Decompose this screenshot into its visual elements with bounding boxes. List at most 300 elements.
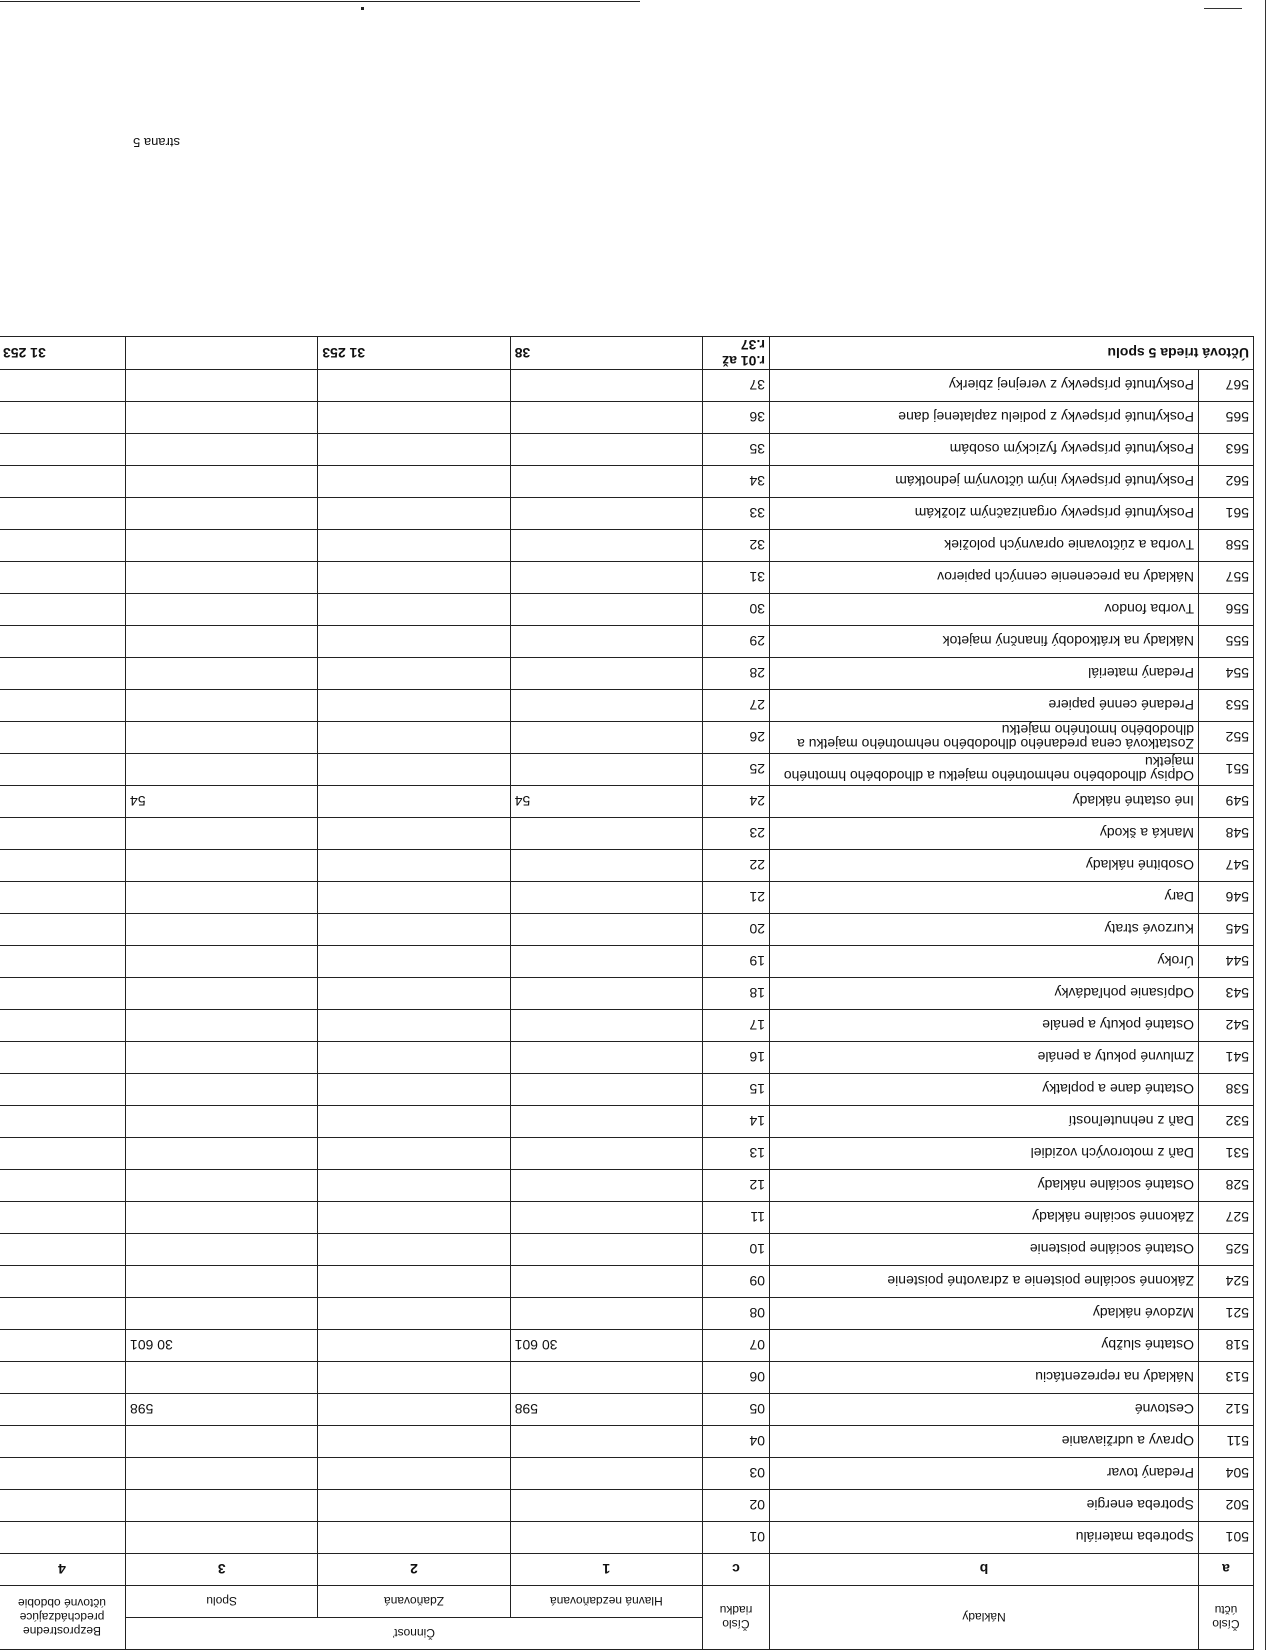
- line-number: 31: [703, 562, 770, 594]
- expense-name: Úroky: [770, 946, 1199, 978]
- expense-name: Náklady na precenenie cenných papierov: [770, 562, 1199, 594]
- expenses-table: [0, 336, 1254, 1650]
- value-previous-period: [0, 882, 126, 914]
- value-previous-period: [0, 1362, 126, 1394]
- value-previous-period: [0, 786, 126, 818]
- value-previous-period: [0, 946, 126, 978]
- expense-name: Odpísanie pohľadávky: [770, 978, 1199, 1010]
- expense-name: Tvorba a zúčtovanie opravných položiek: [770, 530, 1199, 562]
- value-taxed: [318, 1458, 510, 1490]
- account-number: 524: [1199, 1266, 1254, 1298]
- account-number: 518: [1199, 1330, 1254, 1362]
- value-total: [126, 818, 318, 850]
- table-row: [0, 1426, 1254, 1458]
- value-main-untaxed: [510, 754, 702, 786]
- table-row: [0, 1522, 1254, 1554]
- value-main-untaxed: [510, 818, 702, 850]
- value-main-untaxed: [510, 1458, 702, 1490]
- value-main-untaxed: [510, 530, 702, 562]
- value-main-untaxed: [510, 1074, 702, 1106]
- value-taxed: [318, 626, 510, 658]
- value-taxed: [318, 562, 510, 594]
- line-number: 23: [703, 818, 770, 850]
- value-main-untaxed: [510, 914, 702, 946]
- table-row: [0, 1074, 1254, 1106]
- value-total: [126, 466, 318, 498]
- expense-name: Zostatková cena predaného dlhodobého nehmotného majetku a dlhodobého hmotného majetku: [770, 722, 1199, 754]
- value-taxed: [318, 434, 510, 466]
- table-row: [0, 1138, 1254, 1170]
- account-number: 555: [1199, 626, 1254, 658]
- value-main-untaxed: [510, 594, 702, 626]
- value-main-untaxed: [510, 1170, 702, 1202]
- value-previous-period: [0, 850, 126, 882]
- value-total: [126, 946, 318, 978]
- table-row: [0, 466, 1254, 498]
- account-number: 553: [1199, 690, 1254, 722]
- expense-name: Zákonné sociálne náklady: [770, 1202, 1199, 1234]
- value-previous-period: [0, 1234, 126, 1266]
- column-letter: 4: [0, 1554, 126, 1586]
- value-total: [126, 1266, 318, 1298]
- value-previous-period: [0, 562, 126, 594]
- table-row: [0, 1042, 1254, 1074]
- value-total: [126, 594, 318, 626]
- value-total: [126, 1362, 318, 1394]
- table-row: [0, 594, 1254, 626]
- value-total: [126, 1522, 318, 1554]
- value-previous-period: [0, 1010, 126, 1042]
- table-row: [0, 882, 1254, 914]
- value-taxed: [318, 1522, 510, 1554]
- value-taxed: [318, 1170, 510, 1202]
- table-row: [0, 946, 1254, 978]
- value-total: [126, 626, 318, 658]
- expense-name: Predaný materiál: [770, 658, 1199, 690]
- value-previous-period: [0, 594, 126, 626]
- value-previous-period: [0, 1490, 126, 1522]
- value-previous-period: [0, 658, 126, 690]
- table-row: [0, 1394, 1254, 1426]
- total-main-untaxed: 31 253: [318, 337, 510, 370]
- line-number: 21: [703, 882, 770, 914]
- expense-name: Iné ostatné náklady: [770, 786, 1199, 818]
- value-total: [126, 1106, 318, 1138]
- table-row: [0, 498, 1254, 530]
- table-row: [0, 754, 1254, 786]
- value-taxed: [318, 1490, 510, 1522]
- account-number: 552: [1199, 722, 1254, 754]
- table-row: [0, 722, 1254, 754]
- line-number: 05: [703, 1394, 770, 1426]
- value-main-untaxed: [510, 562, 702, 594]
- value-main-untaxed: 30 601: [510, 1330, 702, 1362]
- value-main-untaxed: [510, 498, 702, 530]
- value-main-untaxed: [510, 1234, 702, 1266]
- value-taxed: [318, 1010, 510, 1042]
- value-taxed: [318, 978, 510, 1010]
- column-letter: a: [1199, 1554, 1254, 1586]
- table-row: [0, 1010, 1254, 1042]
- line-number: 27: [703, 690, 770, 722]
- total-range: r.01 až r.37: [703, 337, 770, 370]
- expense-name: Ostatné sociálne poistenie: [770, 1234, 1199, 1266]
- line-number: 18: [703, 978, 770, 1010]
- table-row: [0, 818, 1254, 850]
- line-number: 08: [703, 1298, 770, 1330]
- value-previous-period: [0, 1170, 126, 1202]
- value-previous-period: [0, 1202, 126, 1234]
- value-taxed: [318, 466, 510, 498]
- value-total: [126, 562, 318, 594]
- value-total: [126, 1426, 318, 1458]
- value-taxed: [318, 946, 510, 978]
- table-row: [0, 690, 1254, 722]
- value-total: [126, 434, 318, 466]
- expense-name: Ostatné sociálne náklady: [770, 1170, 1199, 1202]
- value-main-untaxed: [510, 370, 702, 402]
- line-number: 29: [703, 626, 770, 658]
- account-number: 528: [1199, 1170, 1254, 1202]
- value-taxed: [318, 882, 510, 914]
- value-taxed: [318, 1234, 510, 1266]
- line-number: 25: [703, 754, 770, 786]
- value-total: [126, 498, 318, 530]
- account-number: 567: [1199, 370, 1254, 402]
- value-main-untaxed: [510, 1522, 702, 1554]
- value-total: [126, 1042, 318, 1074]
- header-previous-period: Bezprostredne predchádzajúce účtovné obdobie: [0, 1586, 126, 1650]
- value-previous-period: [0, 530, 126, 562]
- value-previous-period: [0, 1426, 126, 1458]
- table-row: [0, 434, 1254, 466]
- value-taxed: [318, 1106, 510, 1138]
- value-previous-period: [0, 1266, 126, 1298]
- line-number: 11: [703, 1202, 770, 1234]
- account-number: 557: [1199, 562, 1254, 594]
- value-total: [126, 722, 318, 754]
- value-main-untaxed: [510, 1010, 702, 1042]
- account-number: 548: [1199, 818, 1254, 850]
- value-taxed: [318, 690, 510, 722]
- value-main-untaxed: [510, 402, 702, 434]
- line-number: 12: [703, 1170, 770, 1202]
- value-main-untaxed: [510, 1266, 702, 1298]
- value-taxed: [318, 402, 510, 434]
- line-number: 01: [703, 1522, 770, 1554]
- account-number: 527: [1199, 1202, 1254, 1234]
- line-number: 28: [703, 658, 770, 690]
- account-number: 556: [1199, 594, 1254, 626]
- value-total: [126, 1202, 318, 1234]
- account-number: 542: [1199, 1010, 1254, 1042]
- expense-name: Ostatné pokuty a penále: [770, 1010, 1199, 1042]
- expense-name: Tvorba fondov: [770, 594, 1199, 626]
- value-total: [126, 1170, 318, 1202]
- value-previous-period: [0, 1298, 126, 1330]
- line-number: 06: [703, 1362, 770, 1394]
- value-main-untaxed: [510, 722, 702, 754]
- header-taxed: Zdaňovaná: [318, 1586, 510, 1618]
- value-main-untaxed: 598: [510, 1394, 702, 1426]
- table-row: [0, 1170, 1254, 1202]
- line-number: 02: [703, 1490, 770, 1522]
- expense-name: Ostatné služby: [770, 1330, 1199, 1362]
- column-letter: b: [770, 1554, 1199, 1586]
- expense-name: Daň z nehnuteľností: [770, 1106, 1199, 1138]
- value-previous-period: [0, 914, 126, 946]
- value-total: [126, 370, 318, 402]
- expense-name: Cestovné: [770, 1394, 1199, 1426]
- line-number: 22: [703, 850, 770, 882]
- header-line-number: Číslo riadku: [703, 1586, 770, 1650]
- account-number: 546: [1199, 882, 1254, 914]
- account-number: 561: [1199, 498, 1254, 530]
- account-number: 541: [1199, 1042, 1254, 1074]
- value-total: 30 601: [126, 1330, 318, 1362]
- line-number: 16: [703, 1042, 770, 1074]
- value-taxed: [318, 818, 510, 850]
- account-number: 549: [1199, 786, 1254, 818]
- header-account-number: Číslo účtu: [1199, 1586, 1254, 1650]
- account-number: 558: [1199, 530, 1254, 562]
- line-number: 36: [703, 402, 770, 434]
- expense-name: Poskytnuté príspevky z podielu zaplatenej dane: [770, 402, 1199, 434]
- value-taxed: [318, 530, 510, 562]
- margin-tick-mark: [1204, 8, 1242, 9]
- line-number: 20: [703, 914, 770, 946]
- table-row: [0, 1490, 1254, 1522]
- expense-name: Odpisy dlhodobého nehmotného majetku a dlhodobého hmotného majetku: [770, 754, 1199, 786]
- value-total: [126, 1234, 318, 1266]
- value-previous-period: [0, 978, 126, 1010]
- expense-name: Dary: [770, 882, 1199, 914]
- value-total: 54: [126, 786, 318, 818]
- header-activity: Činnosť: [126, 1618, 703, 1650]
- total-taxed: [126, 337, 318, 370]
- value-total: [126, 978, 318, 1010]
- value-main-untaxed: [510, 1298, 702, 1330]
- value-total: [126, 754, 318, 786]
- value-total: [126, 914, 318, 946]
- line-number: 35: [703, 434, 770, 466]
- expense-name: Poskytnuté príspevky z verejnej zbierky: [770, 370, 1199, 402]
- value-main-untaxed: [510, 946, 702, 978]
- expense-name: Predané cenné papiere: [770, 690, 1199, 722]
- value-taxed: [318, 754, 510, 786]
- value-main-untaxed: [510, 1490, 702, 1522]
- line-number: 33: [703, 498, 770, 530]
- value-previous-period: [0, 1522, 126, 1554]
- expense-name: Poskytnuté príspevky organizačným zložkám: [770, 498, 1199, 530]
- table-row: [0, 978, 1254, 1010]
- account-number: 521: [1199, 1298, 1254, 1330]
- column-letter: 3: [126, 1554, 318, 1586]
- line-number: 32: [703, 530, 770, 562]
- table-row: [0, 562, 1254, 594]
- total-line-number: 38: [510, 337, 702, 370]
- value-previous-period: [0, 818, 126, 850]
- table-row: [0, 1458, 1254, 1490]
- table-row: [0, 1266, 1254, 1298]
- value-previous-period: [0, 1106, 126, 1138]
- line-number: 37: [703, 370, 770, 402]
- value-previous-period: [0, 1330, 126, 1362]
- page-margin-line: [1265, 0, 1266, 1650]
- table-row: [0, 1298, 1254, 1330]
- account-number: 565: [1199, 402, 1254, 434]
- account-number: 531: [1199, 1138, 1254, 1170]
- value-previous-period: [0, 690, 126, 722]
- line-number: 24: [703, 786, 770, 818]
- line-number: 09: [703, 1266, 770, 1298]
- table-row: [0, 626, 1254, 658]
- expense-name: Zmluvné pokuty a penále: [770, 1042, 1199, 1074]
- value-main-untaxed: 54: [510, 786, 702, 818]
- value-previous-period: [0, 498, 126, 530]
- value-total: [126, 850, 318, 882]
- value-previous-period: [0, 370, 126, 402]
- account-number: 532: [1199, 1106, 1254, 1138]
- account-number: 513: [1199, 1362, 1254, 1394]
- page-number: strana 5: [133, 135, 180, 150]
- value-total: 598: [126, 1394, 318, 1426]
- table-row: [0, 1106, 1254, 1138]
- column-letter: 1: [510, 1554, 702, 1586]
- value-taxed: [318, 1426, 510, 1458]
- account-number: 512: [1199, 1394, 1254, 1426]
- line-number: 04: [703, 1426, 770, 1458]
- value-previous-period: [0, 1074, 126, 1106]
- value-total: [126, 658, 318, 690]
- value-previous-period: [0, 1458, 126, 1490]
- value-previous-period: [0, 466, 126, 498]
- account-number: 525: [1199, 1234, 1254, 1266]
- value-previous-period: [0, 1138, 126, 1170]
- value-main-untaxed: [510, 1106, 702, 1138]
- value-taxed: [318, 1042, 510, 1074]
- value-taxed: [318, 850, 510, 882]
- value-main-untaxed: [510, 850, 702, 882]
- value-taxed: [318, 1138, 510, 1170]
- header-main-untaxed: Hlavná nezdaňovaná: [510, 1586, 702, 1618]
- account-number: 547: [1199, 850, 1254, 882]
- value-previous-period: [0, 722, 126, 754]
- value-taxed: [318, 1298, 510, 1330]
- line-number: 19: [703, 946, 770, 978]
- value-taxed: [318, 914, 510, 946]
- value-total: [126, 1010, 318, 1042]
- value-taxed: [318, 1362, 510, 1394]
- account-number: 543: [1199, 978, 1254, 1010]
- line-number: 14: [703, 1106, 770, 1138]
- table-row: [0, 914, 1254, 946]
- value-previous-period: [0, 402, 126, 434]
- column-letter: 2: [318, 1554, 510, 1586]
- page-top-rule: [0, 1, 640, 2]
- account-number: 504: [1199, 1458, 1254, 1490]
- table-row: [0, 1202, 1254, 1234]
- table-row: [0, 402, 1254, 434]
- value-main-untaxed: [510, 1426, 702, 1458]
- expense-name: Daň z motorových vozidiel: [770, 1138, 1199, 1170]
- value-main-untaxed: [510, 626, 702, 658]
- value-taxed: [318, 1330, 510, 1362]
- value-main-untaxed: [510, 434, 702, 466]
- value-main-untaxed: [510, 1202, 702, 1234]
- value-taxed: [318, 594, 510, 626]
- value-taxed: [318, 370, 510, 402]
- value-previous-period: [0, 1042, 126, 1074]
- value-taxed: [318, 1266, 510, 1298]
- line-number: 30: [703, 594, 770, 626]
- value-main-untaxed: [510, 1042, 702, 1074]
- table-row: [0, 850, 1254, 882]
- table-row: [0, 1234, 1254, 1266]
- expense-name: Náklady na reprezentáciu: [770, 1362, 1199, 1394]
- account-number: 544: [1199, 946, 1254, 978]
- table-row: [0, 1330, 1254, 1362]
- total-row: [0, 337, 1254, 370]
- expense-name: Poskytnuté príspevky iným účtovným jednotkám: [770, 466, 1199, 498]
- expense-name: Mzdové náklady: [770, 1298, 1199, 1330]
- value-total: [126, 1298, 318, 1330]
- expense-name: Ostatné dane a poplatky: [770, 1074, 1199, 1106]
- line-number: 07: [703, 1330, 770, 1362]
- value-total: [126, 1458, 318, 1490]
- expense-name: Osobitné náklady: [770, 850, 1199, 882]
- value-previous-period: [0, 434, 126, 466]
- header-total: Spolu: [126, 1586, 318, 1618]
- value-previous-period: [0, 754, 126, 786]
- scan-speck: [361, 7, 364, 10]
- total-sum: 31 253: [0, 337, 126, 370]
- line-number: 34: [703, 466, 770, 498]
- line-number: 10: [703, 1234, 770, 1266]
- account-number: 545: [1199, 914, 1254, 946]
- value-main-untaxed: [510, 658, 702, 690]
- line-number: 17: [703, 1010, 770, 1042]
- table-row: [0, 786, 1254, 818]
- value-total: [126, 690, 318, 722]
- value-taxed: [318, 786, 510, 818]
- line-number: 03: [703, 1458, 770, 1490]
- value-previous-period: [0, 1394, 126, 1426]
- value-previous-period: [0, 626, 126, 658]
- table-row: [0, 1362, 1254, 1394]
- value-taxed: [318, 498, 510, 530]
- value-total: [126, 882, 318, 914]
- total-label: Účtová trieda 5 spolu: [770, 337, 1254, 370]
- table-row: [0, 370, 1254, 402]
- expense-name: Opravy a udržiavanie: [770, 1426, 1199, 1458]
- account-number: 562: [1199, 466, 1254, 498]
- account-number: 502: [1199, 1490, 1254, 1522]
- expense-name: Spotreba materiálu: [770, 1522, 1199, 1554]
- column-letter: c: [703, 1554, 770, 1586]
- expense-name: Poskytnuté príspevky fyzickým osobám: [770, 434, 1199, 466]
- expense-name: Predaný tovar: [770, 1458, 1199, 1490]
- expense-name: Náklady na krátkodobý finančný majetok: [770, 626, 1199, 658]
- line-number: 26: [703, 722, 770, 754]
- value-total: [126, 1074, 318, 1106]
- expense-name: Kurzové straty: [770, 914, 1199, 946]
- value-main-untaxed: [510, 978, 702, 1010]
- value-total: [126, 402, 318, 434]
- value-taxed: [318, 1202, 510, 1234]
- line-number: 15: [703, 1074, 770, 1106]
- table-row: [0, 658, 1254, 690]
